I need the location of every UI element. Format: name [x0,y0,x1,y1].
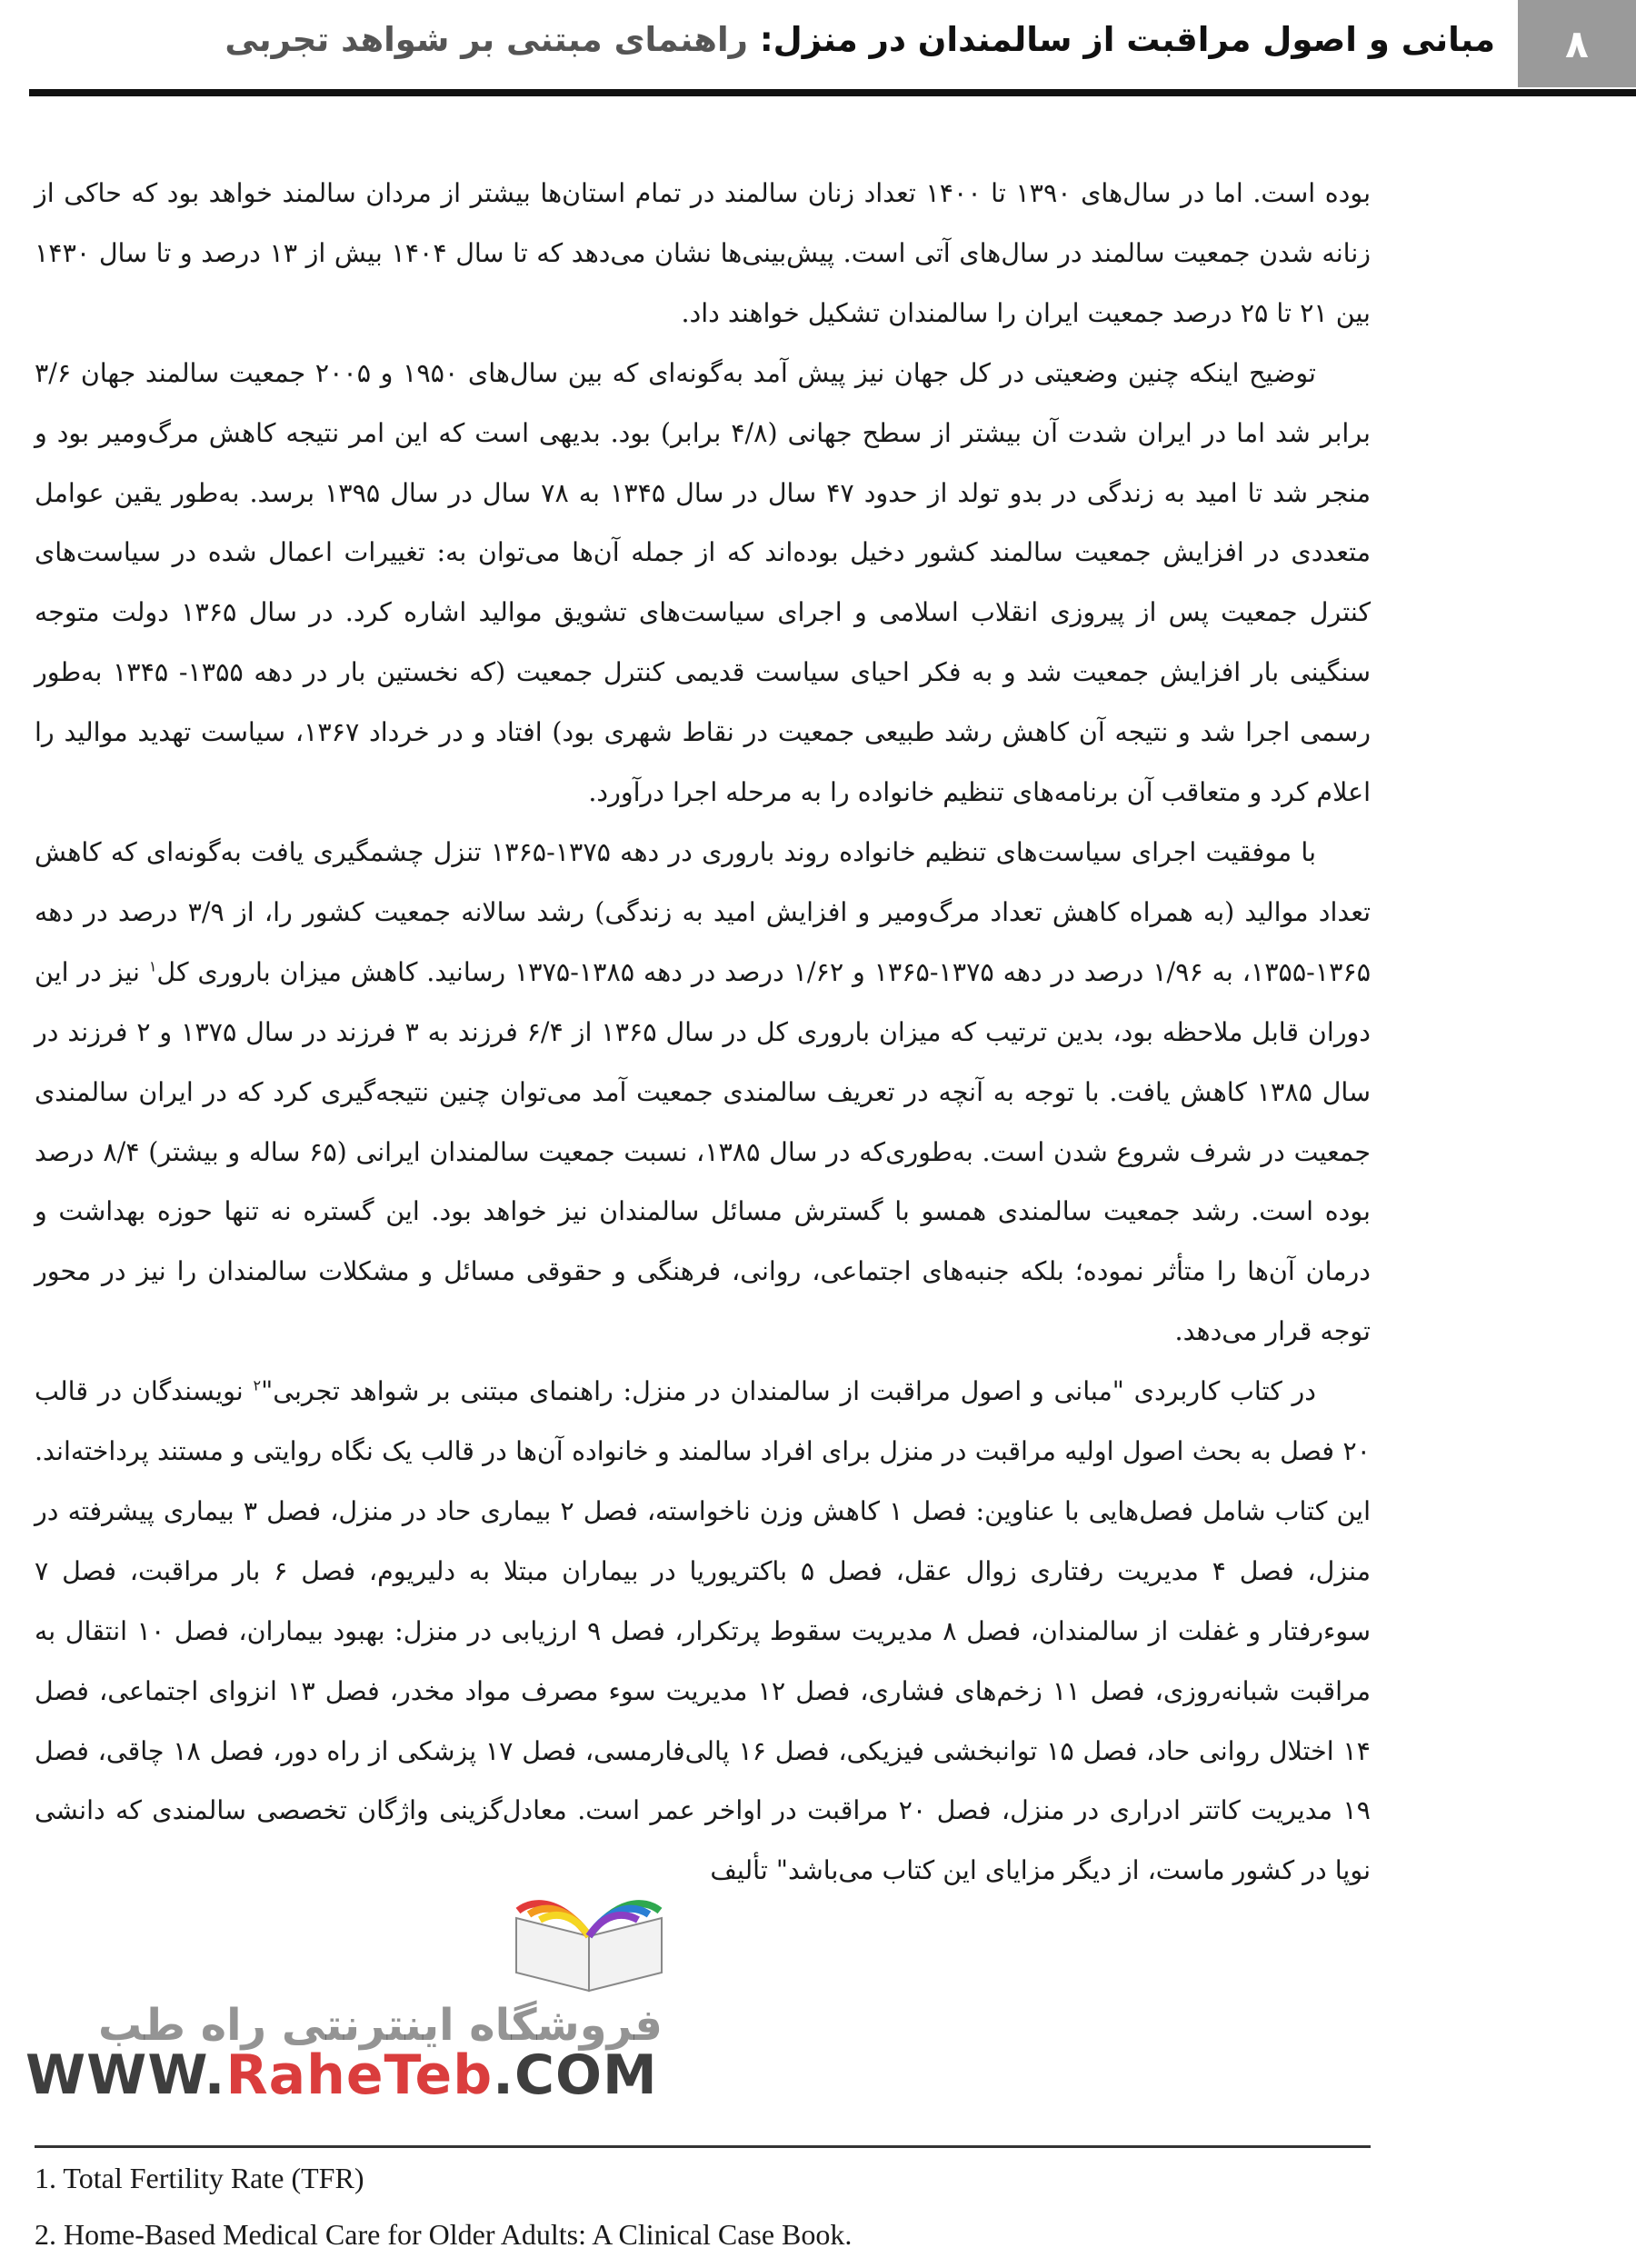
paragraph-3-part-a: با موفقیت اجرای سیاست‌های تنظیم خانواده روند باروری در دهه ۱۳۷۵-۱۳۶۵ تنزل چشمگیری یافت به‌گونه‌ای که کاهش تعداد موالید (به همراه کاهش تعداد مرگ‌ومیر و افزایش امید به زندگی) رشد سالانه جمعیت کشور را، از ۳/۹ درصد در دهه ۱۳۶۵-۱۳۵۵، به ۱/۹۶ درصد در دهه ۱۳۷۵-۱۳۶۵ و ۱/۶۲ درصد در دهه ۱۳۸۵-۱۳۷۵ رسانید. کاهش میزان باروری کل [35,836,1372,987]
paragraph-2: توضیح اینکه چنین وضعیتی در کل جهان نیز پیش آمد به‌گونه‌ای که بین سال‌های ۱۹۵۰ و ۲۰۰۵ جمعیت سالمند جهان ۳/۶ برابر شد اما در ایران شدت آن بیشتر از سطح جهانی (۴/۸ برابر) بود. بدیهی است که این امر نتیجه کاهش مرگ‌ومیر بود و منجر شد تا امید به زندگی در بدو تولد از حدود ۴۷ سال در سال ۱۳۴۵ به ۷۸ سال در سال ۱۳۹۵ برسد. به‌طور یقین عوامل متعددی در افزایش جمعیت سالمند کشور دخیل بوده‌اند که از جمله آن‌ها می‌توان به: تغییرات اعمال شده در سیاست‌های کنترل جمعیت پس از پیروزی انقلاب اسلامی و اجرای سیاست‌های تشویق موالید اشاره کرد. در سال ۱۳۶۵ دولت متوجه سنگینی بار افزایش جمعیت شد و به فکر احیای سیاست قدیمی کنترل جمعیت (که نخستین بار در دهه ۱۳۵۵- ۱۳۴۵ به‌طور رسمی اجرا شد و نتیجه آن کاهش رشد طبیعی جمعیت در نقاط شهری بود) افتاد و در خرداد ۱۳۶۷، سیاست تهدید موالید را اعلام کرد و متعاقب آن برنامه‌های تنظیم خانواده را به مرحله اجرا درآورد. [35,357,1372,808]
book-logo-icon [498,1891,680,2000]
footnote-ref-2: ۲ [253,1376,262,1394]
page-header [0,0,1636,91]
watermark-url [25,2043,658,2107]
paragraph-4 [35,1362,1371,1901]
page-number: ۸ [1518,0,1636,87]
paragraph-4-part-a: در کتاب کاربردی "مبانی و اصول مراقبت از سالمندان در منزل: راهنمای مبتنی بر شواهد تجربی" [261,1376,1316,1407]
watermark [25,1891,716,2118]
watermark-url-prefix: WWW. [25,2043,226,2107]
running-title-sub: راهنمای مبتنی بر شواهد تجربی [224,20,760,59]
footnote-rule [35,2145,1371,2148]
watermark-url-brand: RaheTeb [225,2043,494,2107]
footnote-ref-1: ۱ [148,957,157,975]
header-rule [29,89,1636,96]
footnote-2: 2. Home-Based Medical Care for Older Adults: A Clinical Case Book. [35,2218,853,2251]
paragraph-3 [35,823,1371,1362]
running-title-main: مبانی و اصول مراقبت از سالمندان در منزل: [759,20,1495,59]
footnote-1: 1. Total Fertility Rate (TFR) [35,2162,364,2194]
running-title [224,20,1495,59]
watermark-text: فروشگاه اینترنتی راه طب [98,2000,663,2051]
paragraph-3-part-b: نیز در این دوران قابل ملاحظه بود، بدین ترتیب که میزان باروری کل در سال ۱۳۶۵ از ۶/۴ فرزند به ۳ فرزند در سال ۱۳۷۵ و ۲ فرزند در سال ۱۳۸۵ کاهش یافت. با توجه به آنچه در تعریف سالمندی جمعیت آمد می‌توان چنین نتیجه‌گیری کرد که در ایران سالمندی جمعیت در شرف شروع شدن است. به‌طوری‌که در سال ۱۳۸۵، نسبت جمعیت سالمندان ایرانی (۶۵ ساله و بیشتر) ۸/۴ درصد بوده است. رشد جمعیت سالمندی همسو با گسترش مسائل سالمندان نیز خواهد بود. این گستره نه تنها حوزه بهداشت و درمان آن‌ها را متأثر نموده؛ بلکه جنبه‌های اجتماعی، روانی، فرهنگی و حقوقی مسائل و مشکلات سالمندان را نیز در محور توجه قرار می‌دهد. [35,956,1372,1347]
watermark-url-suffix: .COM [493,2043,658,2107]
paragraph-4-part-b: نویسندگان در قالب ۲۰ فصل به بحث اصول اولیه مراقبت در منزل برای افراد سالمند و خانواده آن‌ها در قالب یک نگاه روایتی و مستند پرداخته‌اند. این کتاب شامل فصل‌هایی با عناوین: فصل ۱ کاهش وزن ناخواسته، فصل ۲ بیماری حاد در منزل، فصل ۳ بیماری پیشرفته در منزل، فصل ۴ مدیریت رفتاری زوال عقل، فصل ۵ باکتریوریا در بیماران مبتلا به دلیریوم، فصل ۶ بار مراقبت، فصل ۷ سوء‌رفتار و غفلت از سالمندان، فصل ۸ مدیریت سقوط پرتکرار، فصل ۹ ارزیابی در منزل: بهبود بیماران، فصل ۱۰ انتقال به مراقبت شبانه‌روزی، فصل ۱۱ زخم‌های فشاری، فصل ۱۲ مدیریت سوء مصرف مواد مخدر، فصل ۱۳ انزوای اجتماعی، فصل ۱۴ اختلال روانی حاد، فصل ۱۵ توانبخشی فیزیکی، فصل ۱۶ پالی‌فارمسی، فصل ۱۷ پزشکی از راه دور، فصل ۱۸ چاقی، فصل ۱۹ مدیریت کاتتر ادراری در منزل، فصل ۲۰ مراقبت در اواخر عمر است. معادل‌گزینی واژگان تخصصی سالمندی که دانشی نوپا در کشور ماست، از دیگر مزایای این کتاب می‌باشد" تألیف [35,1376,1372,1886]
paragraph-1: بوده است. اما در سال‌های ۱۳۹۰ تا ۱۴۰۰ تعداد زنان سالمند در تمام استان‌ها بیشتر از مردان سالمند خواهد بود که حاکی از زنانه شدن جمعیت سالمند در سال‌های آتی است. پیش‌بینی‌ها نشان می‌دهد که تا سال ۱۴۰۴ بیش از ۱۳ درصد و تا سال ۱۴۳۰ بین ۲۱ تا ۲۵ درصد جمعیت ایران را سالمندان تشکیل خواهند داد. [35,178,1372,328]
body-text [35,164,1371,1901]
